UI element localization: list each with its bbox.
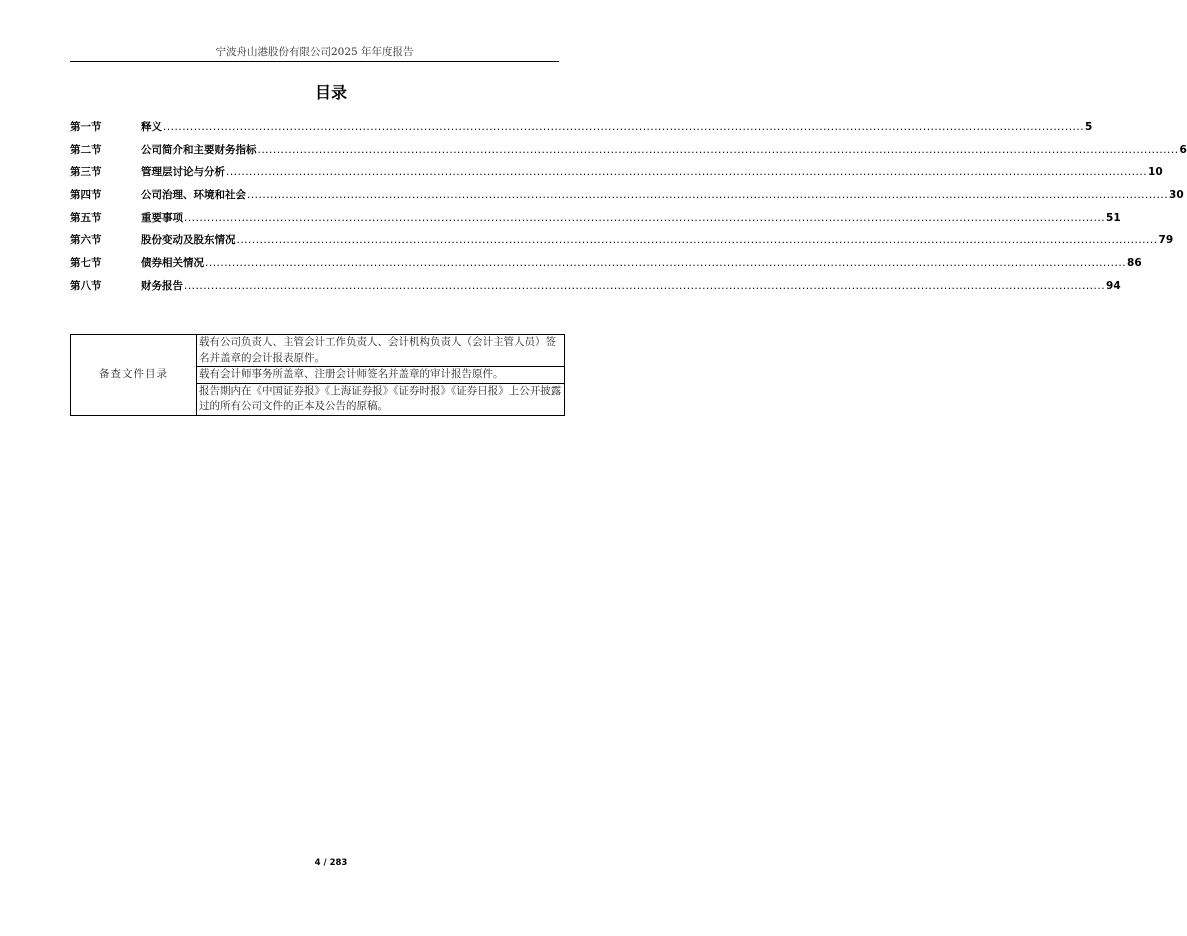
toc-entry[interactable]: [70, 210, 1121, 233]
page-number-footer: 4 / 283: [314, 858, 348, 868]
toc-entry[interactable]: [70, 278, 1121, 301]
toc-entry[interactable]: [70, 164, 1163, 187]
toc-page-number[interactable]: 51: [1106, 211, 1121, 224]
toc-page-number[interactable]: 10: [1148, 166, 1163, 179]
toc-page-number[interactable]: 5: [1085, 121, 1093, 133]
toc-section-number: 第五节: [70, 211, 102, 224]
toc-section-title[interactable]: 管理层讨论与分析: [141, 166, 225, 179]
toc-entry[interactable]: [70, 142, 1187, 165]
toc-page-number[interactable]: 6: [1179, 143, 1187, 156]
reference-document-item: 报告期内在《中国证券报》《上海证券报》《证券时报》《证券日报》上公开披露过的所有公司文件的正本及公告的原稿。: [197, 383, 565, 415]
table-row: [71, 335, 565, 367]
toc-section-title[interactable]: 公司治理、环境和社会: [141, 189, 246, 202]
toc-page-number[interactable]: 94: [1106, 279, 1121, 292]
toc-entry[interactable]: [70, 187, 1184, 210]
toc-section-title[interactable]: 股份变动及股东情况: [141, 234, 236, 247]
toc-section-title[interactable]: 债券相关情况: [141, 257, 204, 270]
toc-entry[interactable]: [70, 119, 1093, 142]
toc-section-number: 第一节: [70, 121, 102, 133]
table-of-contents: [70, 119, 1187, 301]
toc-page-number[interactable]: 30: [1169, 189, 1184, 202]
reference-documents-table: [70, 334, 565, 416]
report-header: 宁波舟山港股份有限公司2025 年年度报告: [215, 46, 414, 58]
page-title: 目录: [314, 83, 347, 102]
toc-section-number: 第七节: [70, 257, 102, 270]
toc-page-number[interactable]: 86: [1127, 257, 1142, 270]
toc-entry[interactable]: [70, 232, 1174, 255]
toc-section-title[interactable]: 重要事项: [141, 211, 183, 224]
toc-leader-dots: ................................................................................................................................................................................................................................................: [247, 189, 1169, 202]
toc-section-title[interactable]: 财务报告: [141, 279, 183, 292]
toc-leader-dots: ................................................................................................................................................................................................................................................: [205, 257, 1127, 270]
reference-document-item: 载有会计师事务所盖章、注册会计师签名并盖章的审计报告原件。: [197, 367, 565, 384]
toc-section-number: 第三节: [70, 166, 102, 179]
toc-leader-dots: ................................................................................................................................................................................................................................................: [163, 121, 1085, 133]
toc-page-number[interactable]: 79: [1158, 234, 1174, 247]
toc-leader-dots: ................................................................................................................................................................................................................................................: [257, 143, 1179, 156]
toc-section-number: 第四节: [70, 189, 102, 202]
toc-leader-dots: ................................................................................................................................................................................................................................................: [184, 211, 1106, 224]
reference-documents-label: 备查文件目录: [71, 335, 197, 416]
toc-section-number: 第二节: [70, 143, 102, 156]
toc-section-title[interactable]: 释义: [141, 121, 162, 133]
toc-section-number: 第八节: [70, 279, 102, 292]
reference-document-item: 载有公司负责人、主管会计工作负责人、会计机构负责人（会计主管人员）签名并盖章的会计报表原件。: [197, 335, 565, 367]
toc-leader-dots: ................................................................................................................................................................................................................................................: [226, 166, 1148, 179]
toc-section-title[interactable]: 公司简介和主要财务指标: [141, 143, 257, 156]
toc-leader-dots: ................................................................................................................................................................................................................................................: [184, 279, 1106, 292]
header-divider: [70, 61, 559, 62]
toc-section-number: 第六节: [70, 234, 102, 247]
toc-entry[interactable]: [70, 255, 1142, 278]
toc-leader-dots: ................................................................................................................................................................................................................................................: [236, 234, 1158, 247]
